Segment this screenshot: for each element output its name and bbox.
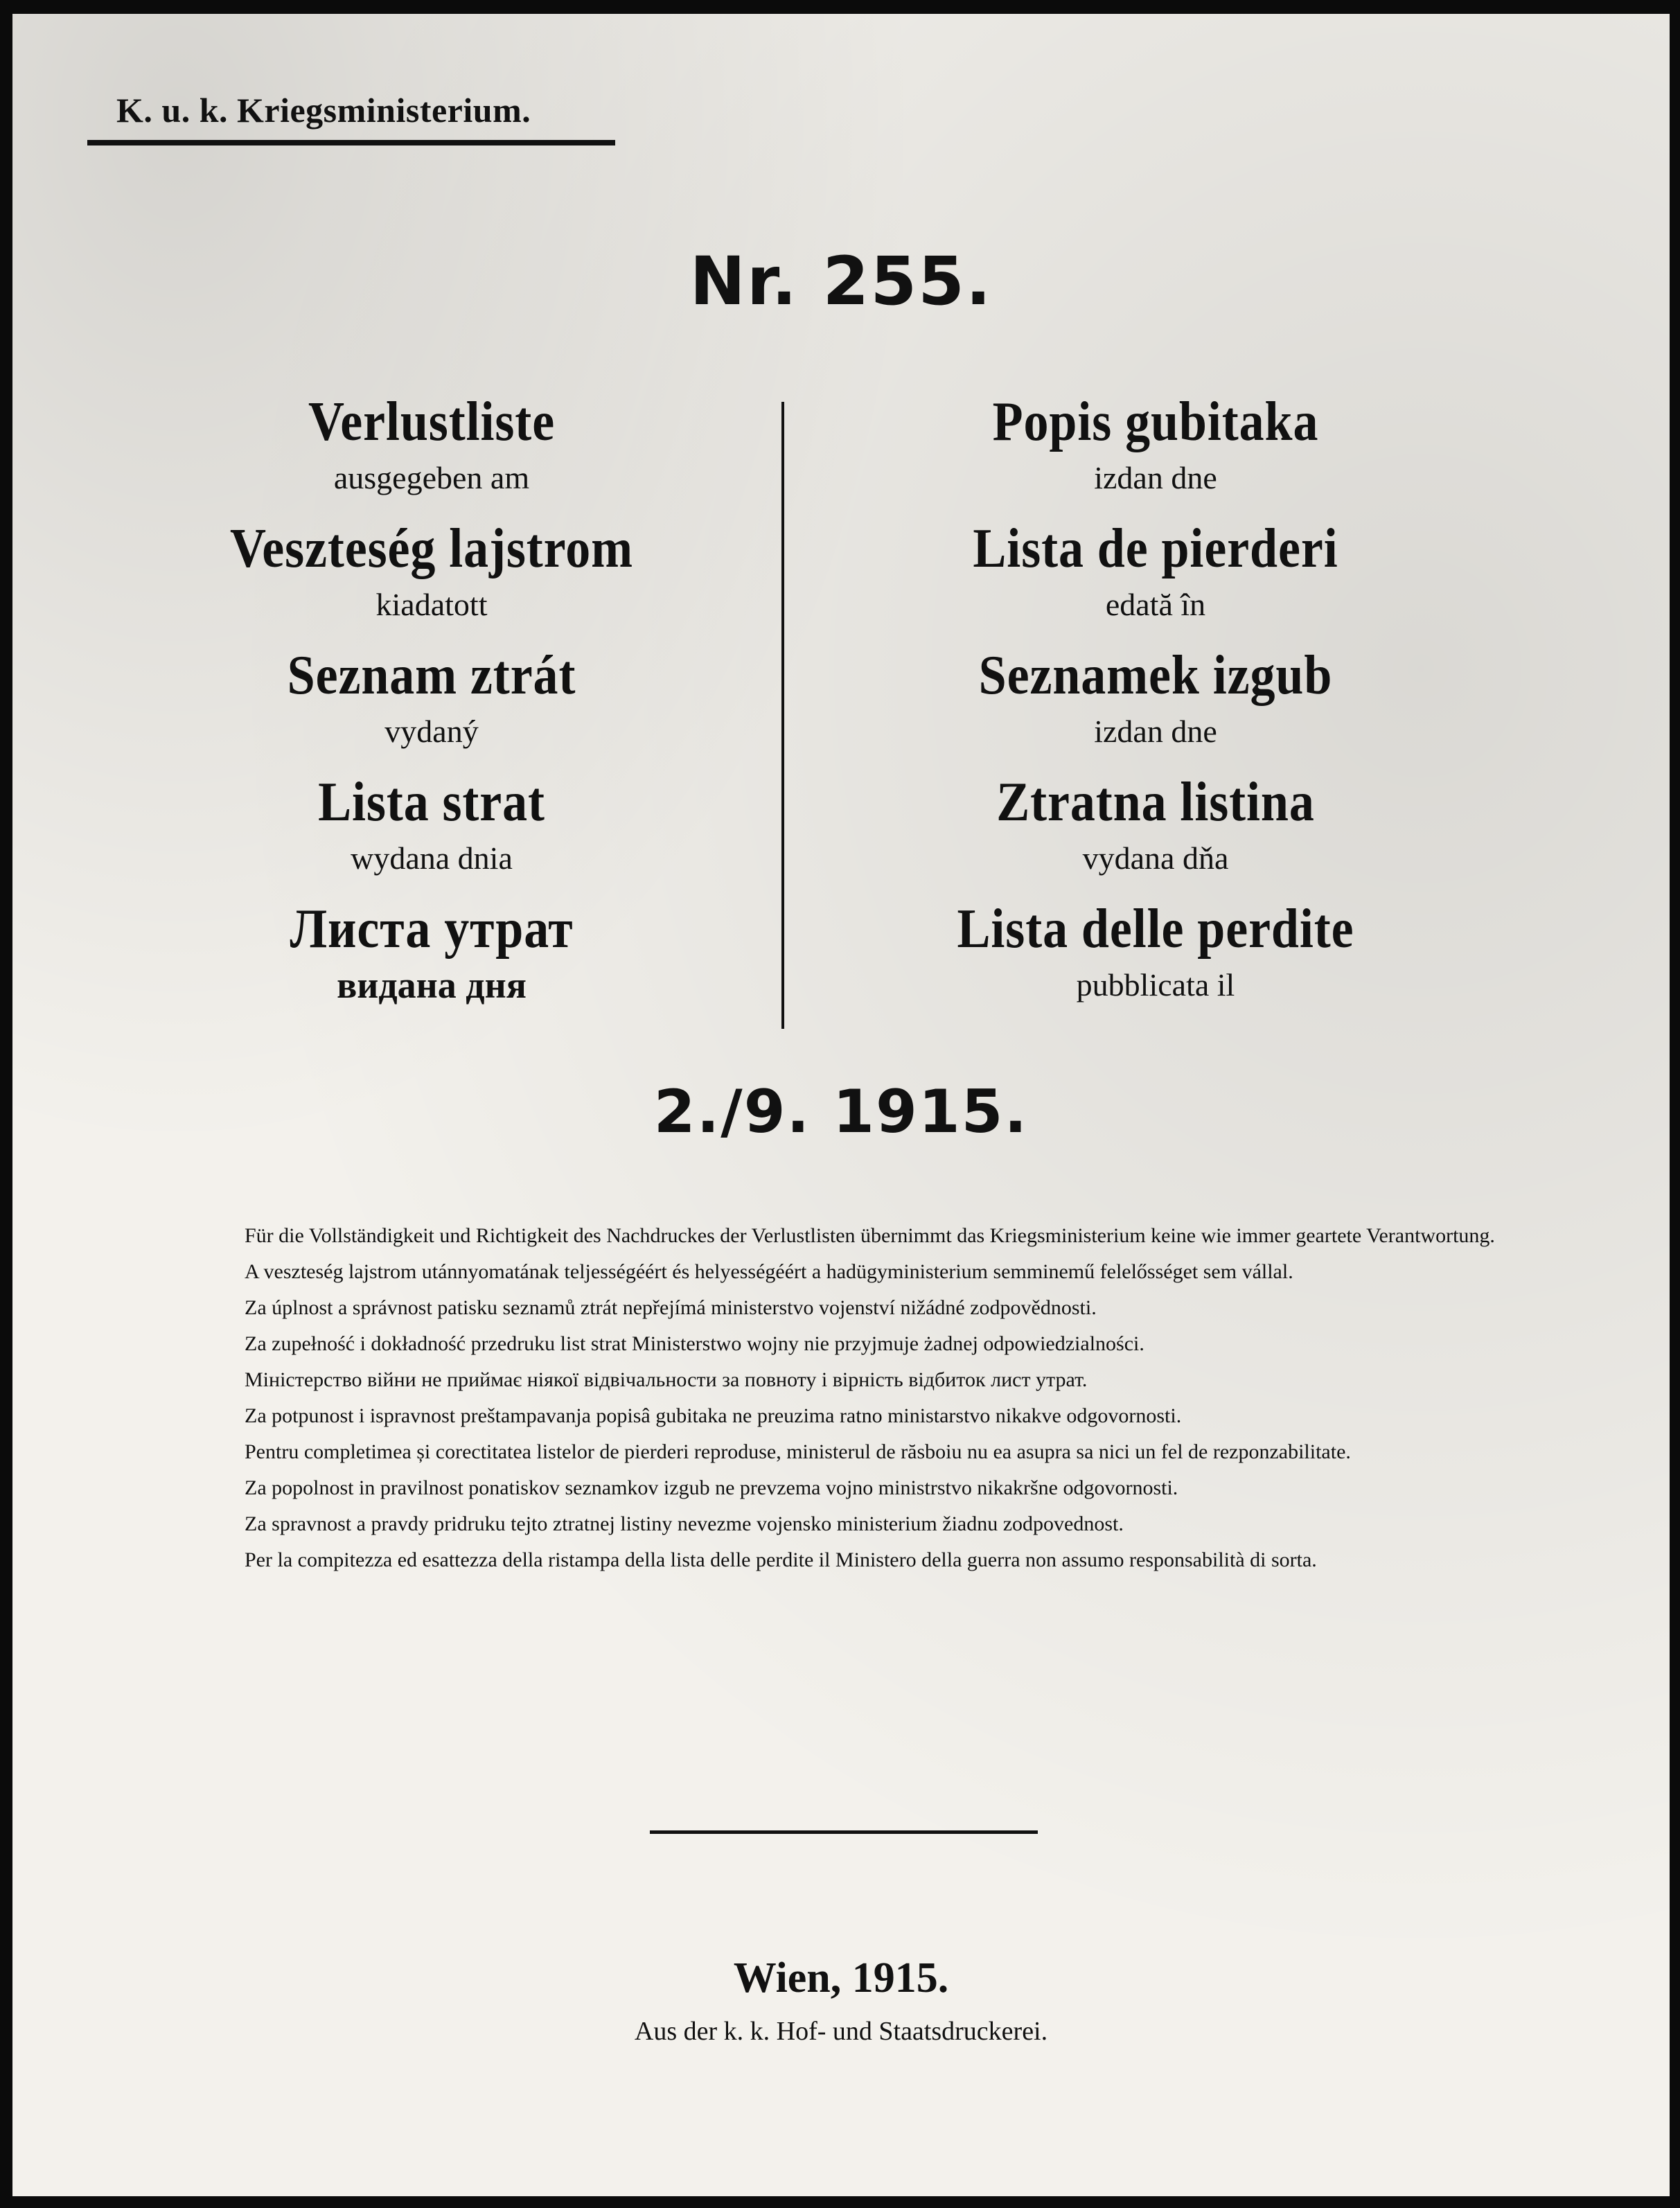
- imprint-city: Wien, 1915.: [733, 1954, 949, 2002]
- title-entry: [826, 642, 1485, 768]
- title-entry: [103, 388, 761, 515]
- disclaimer-paragraph: A veszteség lajstrom utánnyomatának teljességéért és helyességéért a hadügyministerium semminemű felelősséget sem vállal.: [245, 1260, 1293, 1283]
- left-title-column: [103, 388, 761, 1022]
- entry-title: Verlustliste: [308, 391, 556, 452]
- title-entry: [103, 642, 761, 768]
- title-entry: [826, 768, 1485, 895]
- entry-title: Popis gubitaka: [992, 391, 1319, 452]
- column-divider: [781, 402, 784, 1029]
- disclaimer-paragraph: Za úplnost a správnost patisku seznamů ztrát nepřejímá ministerstvo vojenství nižádné zodpovědnosti.: [245, 1296, 1097, 1319]
- disclaimer-paragraph: Za spravnost a pravdy pridruku tejto ztratnej listiny nevezme vojensko ministerium žiadnu zodpovednost.: [245, 1512, 1124, 1535]
- entry-subtitle: pubblicata il: [1076, 967, 1235, 1003]
- issue-date: 2./9. 1915.: [653, 1077, 1029, 1147]
- ministry-header: K. u. k. Kriegsministerium.: [116, 91, 531, 130]
- entry-subtitle: ausgegeben am: [333, 460, 530, 495]
- disclaimer-paragraph: Pentru completimea și corectitatea listelor de pierderi reproduse, ministerul de răsboiu nu ea asupra sa nici un fel de rezponzabilitate.: [245, 1440, 1351, 1463]
- title-entry: [103, 515, 761, 642]
- footer-rule: [650, 1830, 1038, 1834]
- entry-subtitle: izdan dne: [1094, 714, 1217, 749]
- entry-title: Ztratna listina: [996, 772, 1315, 833]
- entry-title: Veszteség lajstrom: [229, 518, 634, 579]
- title-entry: [103, 768, 761, 895]
- disclaimer-paragraph: Per la compitezza ed esattezza della ristampa della lista delle perdite il Ministero della guerra non assumo responsabilità di sorta.: [245, 1548, 1317, 1571]
- header-underline: [87, 140, 615, 145]
- entry-subtitle: видана дня: [337, 964, 527, 1006]
- disclaimer-paragraph: Für die Vollständigkeit und Richtigkeit des Nachdruckes der Verlustlisten übernimmt das Kriegsministerium keine wie immer geartete Verantwortung.: [245, 1224, 1495, 1247]
- entry-subtitle: vydaný: [384, 714, 479, 749]
- entry-subtitle: izdan dne: [1094, 460, 1217, 495]
- title-entry: [826, 515, 1485, 642]
- document-page: [12, 14, 1670, 2196]
- entry-subtitle: vydana dňa: [1082, 840, 1229, 876]
- entry-title: Seznamek izgub: [978, 645, 1333, 706]
- entry-title: Lista de pierderi: [973, 518, 1338, 579]
- title-entry: [826, 895, 1485, 1022]
- entry-title: Lista strat: [318, 772, 545, 833]
- disclaimer-paragraph: Міністерство війни не приймає ніякої відвічальности за повноту і вірність відбиток лист утрат.: [245, 1368, 1088, 1391]
- entry-title: Seznam ztrát: [287, 645, 576, 706]
- entry-subtitle: edată în: [1105, 587, 1206, 622]
- issue-number: Nr. 255.: [689, 242, 993, 320]
- entry-title: Lista delle perdite: [957, 899, 1354, 960]
- disclaimer-paragraph: Za zupełność i dokładność przedruku list strat Ministerstwo wojny nie przyjmuje żadnej odpowiedzialności.: [245, 1332, 1144, 1355]
- disclaimer-paragraph: Za popolnost in pravilnost ponatiskov seznamkov izgub ne prevzema vojno ministrstvo nikakršne odgovornosti.: [245, 1476, 1178, 1499]
- imprint-printer: Aus der k. k. Hof- und Staatsdruckerei.: [634, 2017, 1048, 2046]
- disclaimer-paragraph: Za potpunost i ispravnost preštampavanja popisâ gubitaka ne preuzima ratno ministarstvo nikakve odgovornosti.: [245, 1404, 1182, 1427]
- entry-subtitle: wydana dnia: [351, 840, 513, 876]
- title-entry: [826, 388, 1485, 515]
- disclaimer-block: [92, 1223, 1495, 1583]
- right-title-column: [826, 388, 1485, 1022]
- entry-subtitle: kiadatott: [375, 587, 488, 622]
- title-entry: [103, 895, 761, 1022]
- entry-title: Листа утрат: [290, 899, 574, 960]
